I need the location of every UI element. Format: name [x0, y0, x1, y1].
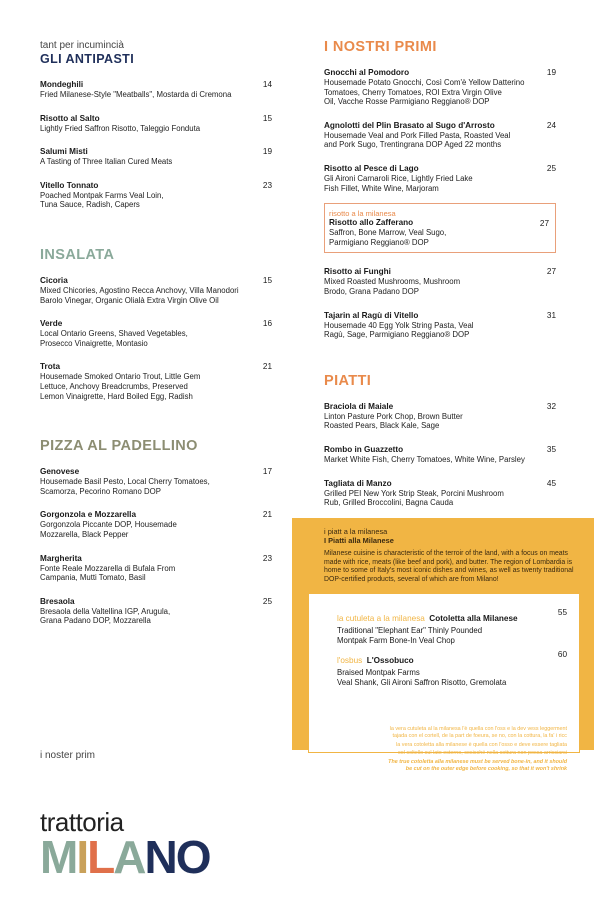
menu-item-name: Braciola di Maiale	[324, 401, 394, 411]
text-line: home to some of Italy's most iconic dishes and wines, as well as twenty traditional	[324, 567, 574, 575]
text-line: Gli Aironi Carnaroli Rice, Lightly Fried Lake	[324, 173, 473, 183]
logo-letter: N	[144, 831, 176, 883]
menu-item-name: Rombo in Guazzetto	[324, 444, 404, 454]
menu-item-desc	[324, 174, 532, 193]
menu-item-price: 19	[262, 147, 272, 157]
text-line: Braised Montpak Farms	[337, 668, 420, 677]
text-line: Fried Milanese-Style "Meatballs", Mostarda di Cremona	[40, 90, 232, 99]
milanese-notes	[327, 726, 567, 773]
antipasti-list	[40, 80, 272, 210]
text-line: Montpak Farm Bone-In Veal Chop	[337, 635, 455, 645]
menu-item	[40, 362, 272, 401]
menu-item	[40, 554, 272, 583]
menu-item	[40, 597, 272, 626]
text-line: Housemade 40 Egg Yolk String Pasta, Veal	[324, 320, 474, 330]
milanese-item-tag: l'osbus	[337, 656, 363, 665]
text-line: Ragù, Sage, Parmigiano Reggiano® DOP	[324, 330, 470, 340]
menu-item	[324, 68, 556, 107]
menu-item	[324, 479, 556, 508]
piatti-list	[324, 402, 556, 508]
milanese-item-price: 60	[557, 650, 567, 659]
text-line: Housemade Veal and Pork Filled Pasta, Roasted Veal	[324, 130, 511, 140]
menu-item	[324, 311, 556, 340]
menu-item-desc	[40, 191, 248, 210]
menu-item	[40, 319, 272, 348]
menu-item-price: 16	[262, 319, 272, 329]
milanese-item-tag: la cutuleta a la milanesa	[337, 614, 425, 623]
milanese-item-desc	[337, 626, 567, 645]
featured-name: Risotto allo Zafferano	[329, 218, 414, 228]
text-line: Linton Pasture Pork Chop, Brown Butter	[324, 411, 463, 421]
menu-item-name: Risotto al Salto	[40, 113, 100, 123]
text-line: Fonte Reale Mozzarella di Bufala From	[40, 563, 176, 573]
pizza-list	[40, 467, 272, 626]
menu-item-desc	[40, 477, 248, 496]
menu-item	[40, 181, 272, 210]
menu-item	[324, 164, 556, 193]
milanese-heading	[324, 527, 586, 584]
primi-title: I NOSTRI PRIMI	[324, 39, 437, 55]
logo-letter: I	[76, 831, 88, 883]
menu-item-price: 21	[262, 362, 272, 372]
note-line: be cut on the outer edge before cooking, so that it won't shrink	[405, 766, 567, 773]
menu-item-price: 27	[546, 267, 556, 277]
text-line: Lightly Fried Saffron Risotto, Taleggio Fonduta	[40, 123, 201, 133]
text-line: Gorgonzola Piccante DOP, Housemade	[40, 520, 177, 530]
right-column	[324, 40, 556, 508]
text-line: Veal Shank, Gli Aironi Saffron Risotto, Gremolata	[337, 677, 507, 687]
text-line: Local Ontario Greens, Shaved Vegetables,	[40, 329, 188, 339]
primi-list	[324, 68, 556, 193]
text-line: Campania, Mutti Tomato, Basil	[40, 573, 146, 583]
menu-item-desc	[40, 286, 248, 305]
menu-item-name: Cicoria	[40, 275, 68, 285]
menu-item-desc	[324, 277, 532, 296]
piatti-title: PIATTI	[324, 372, 372, 389]
menu-item-name: Verde	[40, 319, 63, 329]
milanese-intro	[324, 550, 586, 584]
menu-item-name: Bresaola	[40, 596, 75, 606]
text-line: Mixed Roasted Mushrooms, Mushroom	[324, 277, 461, 287]
menu-item	[324, 445, 556, 465]
menu-item-desc	[324, 489, 532, 508]
menu-item-desc	[40, 124, 248, 134]
menu-item-price: 23	[262, 180, 272, 190]
text-line: Lemon Vinaigrette, Hard Boiled Egg, Radish	[40, 391, 193, 401]
menu-item	[324, 402, 556, 431]
menu-item-desc	[40, 157, 248, 167]
logo-word: trattoria	[40, 807, 124, 837]
text-line: Grana Padano DOP, Mozzarella	[40, 616, 151, 626]
menu-item-desc	[324, 455, 532, 465]
menu-item	[324, 267, 556, 296]
menu-item-price: 23	[262, 553, 272, 563]
menu-item-name: Margherita	[40, 553, 82, 563]
antipasti-title: GLI ANTIPASTI	[40, 52, 135, 66]
menu-item-name: Gnocchi al Pomodoro	[324, 68, 410, 77]
text-line: Traditional "Elephant Ear" Thinly Pounded	[337, 626, 483, 635]
menu-item	[40, 467, 272, 496]
note-line: The true cotoletta alla milanese must be served bone-in, and it should	[388, 758, 567, 765]
text-line: Bresaola della Valtellina IGP, Arugula,	[40, 606, 171, 616]
logo-letter: O	[175, 831, 210, 883]
menu-item	[40, 276, 272, 305]
text-line: Rub, Grilled Broccolini, Bagna Cauda	[324, 498, 454, 508]
text-line: Housemade Potato Gnocchi, Così Com'è Yellow Datterino	[324, 78, 525, 87]
text-line: Fish Fillet, White Wine, Marjoram	[324, 183, 439, 193]
text-line: Mozzarella, Black Pepper	[40, 529, 129, 539]
menu-item	[40, 147, 272, 167]
milanese-item-price: 55	[557, 608, 567, 617]
milanese-item-ossobuco	[337, 650, 567, 687]
footer-note: i noster prim	[40, 750, 96, 761]
featured-desc	[329, 228, 549, 247]
text-line: DOP-certified products, several of which are from Milano!	[324, 575, 499, 583]
text-line: made with rice, meats (like beef and pork), and butter. The region of Lombardia is	[324, 558, 573, 566]
insalata-list	[40, 276, 272, 401]
note-line: col coltello sul lato esterno, cosicché nella cottura non possa arricciarsi	[398, 749, 567, 756]
note-line: tajada con el cortell, de la part de foeura, se no, con la cottura, la fa' i ricc	[392, 733, 567, 740]
note-line: la vera cutuleta al la milanesa l'è quella con l'oss e la dev vess leggerment	[389, 726, 567, 732]
text-line: Prosecco Vinaigrette, Montasio	[40, 338, 148, 348]
menu-item-name: Trota	[40, 362, 61, 372]
menu-item-price: 15	[262, 113, 272, 123]
menu-item-price: 17	[262, 467, 272, 477]
menu-item	[40, 510, 272, 539]
featured-price: 27	[539, 219, 549, 229]
menu-item-name: Genovese	[40, 467, 80, 477]
featured-risotto	[324, 203, 556, 253]
text-line: Housemade Basil Pesto, Local Cherry Tomatoes,	[40, 477, 210, 487]
text-line: Grilled PEI New York Strip Steak, Porcini Mushroom	[324, 488, 504, 498]
menu-item-price: 19	[546, 68, 556, 77]
text-line: Oil, Vacche Rosse Parmigiano Reggiano® DOP	[324, 97, 490, 107]
milanese-heading-dialect: i piatt a la milanesa	[324, 527, 388, 536]
menu-item-desc	[40, 607, 248, 626]
menu-item-desc	[324, 131, 532, 150]
menu-item-desc	[40, 564, 248, 583]
menu-item-desc	[40, 520, 248, 539]
text-line: Poached Montpak Farms Veal Loin,	[40, 190, 164, 200]
text-line: Mixed Chicories, Agostino Recca Anchovy, Villa Manodori	[40, 285, 239, 295]
logo-letter: L	[87, 831, 114, 883]
text-line: Saffron, Bone Marrow, Veal Sugo,	[329, 228, 447, 238]
menu-item-desc	[324, 412, 532, 431]
text-line: Milanese cuisine is characteristic of the terroir of the land, with a focus on meats	[324, 550, 568, 557]
menu-item-desc	[40, 90, 248, 100]
milanese-item-desc	[337, 668, 567, 687]
primi-list-2	[324, 267, 556, 339]
menu-item	[40, 80, 272, 100]
text-line: Lettuce, Anchovy Breadcrumbs, Preserved	[40, 381, 188, 391]
menu-item-name: Mondeghili	[40, 80, 84, 89]
menu-item	[40, 114, 272, 134]
menu-item-name: Agnolotti del Plin Brasato al Sugo d'Arrosto	[324, 120, 495, 130]
text-line: A Tasting of Three Italian Cured Meats	[40, 157, 173, 167]
note-line: la vera cotoletta alla milanese è quella con l'osso e deve essere tagliata	[396, 742, 567, 749]
trattoria-milano-logo	[40, 807, 210, 883]
menu-item-desc	[40, 372, 248, 401]
menu-item-price: 35	[546, 444, 556, 454]
milanese-item-name: L'Ossobuco	[366, 656, 414, 665]
milanese-item-name: Cotoletta alla Milanese	[429, 614, 518, 623]
menu-item-desc	[40, 329, 248, 348]
menu-item-price: 32	[546, 401, 556, 411]
text-line: Brodo, Grana Padano DOP	[324, 286, 419, 296]
menu-item-name: Risotto ai Funghi	[324, 267, 391, 277]
featured-tag: risotto a la milanesa	[329, 209, 396, 219]
menu-item-desc	[324, 78, 532, 107]
menu-item-desc	[324, 321, 532, 340]
menu-item-name: Risotto al Pesce di Lago	[324, 163, 419, 173]
menu-item-price: 31	[546, 310, 556, 320]
menu-item-price: 21	[262, 510, 272, 520]
menu-item	[324, 121, 556, 150]
milanese-heading-title: I Piatti alla Milanese	[324, 536, 394, 545]
text-line: Roasted Pears, Black Kale, Sage	[324, 421, 440, 431]
text-line: Housemade Smoked Ontario Trout, Little Gem	[40, 372, 201, 382]
menu-item-name: Vitello Tonnato	[40, 180, 99, 190]
menu-item-name: Tajarin al Ragù di Vitello	[324, 310, 419, 320]
logo-letter: A	[113, 831, 145, 883]
text-line: Tomatoes, Cherry Tomatoes, ROI Extra Virgin Olive	[324, 87, 502, 97]
milanese-box	[308, 593, 580, 773]
text-line: Parmigiano Reggiano® DOP	[329, 237, 429, 247]
text-line: Market White Fish, Cherry Tomatoes, White Wine, Parsley	[324, 454, 525, 464]
logo-letters	[40, 831, 210, 883]
text-line: Barolo Vinegar, Organic Olialà Extra Virgin Olive Oil	[40, 295, 219, 305]
menu-item-name: Gorgonzola e Mozzarella	[40, 510, 136, 520]
menu-item-name: Salumi Misti	[40, 147, 88, 157]
pizza-title: PIZZA AL PADELLINO	[40, 438, 198, 455]
text-line: Tuna Sauce, Radish, Capers	[40, 200, 140, 210]
logo-letter: M	[40, 831, 77, 883]
menu-item-price: 25	[546, 163, 556, 173]
menu-item-price: 24	[546, 120, 556, 130]
text-line: Scamorza, Pecorino Romano DOP	[40, 486, 161, 496]
milanese-item-cotoletta	[337, 608, 567, 645]
menu-item-name: Tagliata di Manzo	[324, 478, 392, 488]
antipasti-pretitle: tant per incumincià	[40, 40, 124, 51]
menu-item-price: 14	[262, 80, 272, 89]
menu-item-price: 45	[546, 478, 556, 488]
insalata-title: INSALATA	[40, 246, 115, 263]
menu-item-price: 25	[262, 596, 272, 606]
text-line: and Pork Sugo, Trentingrana DOP Aged 22 months	[324, 140, 502, 150]
left-column	[40, 40, 272, 626]
menu-item-price: 15	[262, 275, 272, 285]
